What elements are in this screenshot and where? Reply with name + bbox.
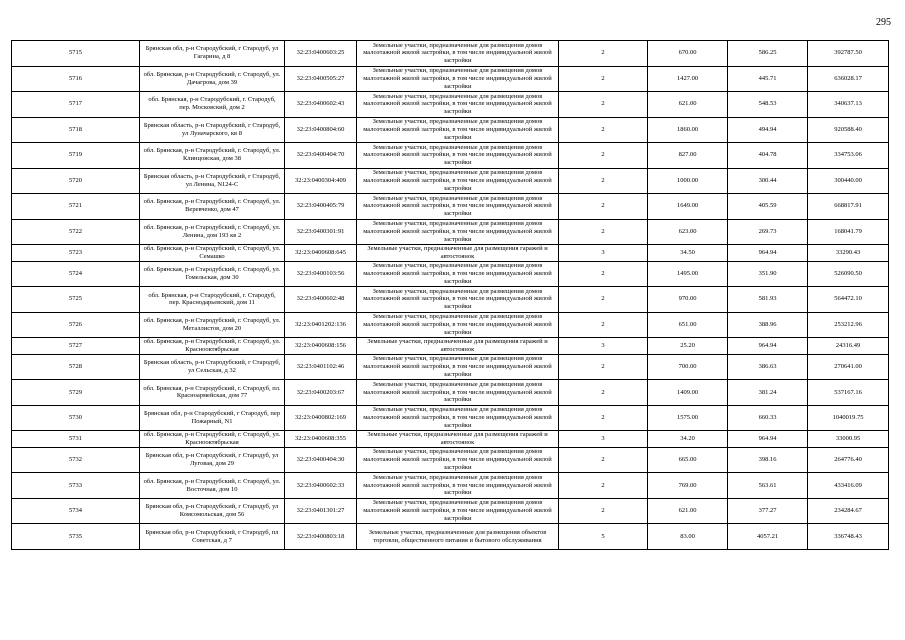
- cadastral-value-cell: 334753.06: [808, 143, 889, 169]
- use-group-cell: 2: [559, 380, 648, 406]
- area-cell: 34.20: [648, 431, 728, 448]
- specific-value-cell: 586.25: [728, 41, 808, 67]
- row-number: 5716: [12, 66, 140, 92]
- land-use-cell: Земельные участки, предназначенные для размещения домов малоэтажной жилой застройки, в том числе индивидуальной жилой застройки: [357, 219, 559, 245]
- cadastral-number-cell: 32:23:0401301:27: [285, 498, 357, 524]
- specific-value-cell: 964.94: [728, 431, 808, 448]
- table-row: [12, 431, 889, 448]
- row-number: 5721: [12, 194, 140, 220]
- cadastral-value-cell: 234284.67: [808, 498, 889, 524]
- table-row: [12, 261, 889, 287]
- address-cell: обл. Брянская, р-н Стародубский, г. Стародуб, пл. Красноармейская, дом 77: [140, 380, 285, 406]
- cadastral-number-cell: 32:23:0400608:645: [285, 245, 357, 262]
- land-use-cell: Земельные участки, предназначенные для размещения домов малоэтажной жилой застройки, в том числе индивидуальной жилой застройки: [357, 447, 559, 473]
- address-cell: Брянская область, р-н Стародубский, г Стародуб, ул Луначарского, кв 8: [140, 117, 285, 143]
- row-number: 5730: [12, 405, 140, 431]
- area-cell: 1409.00: [648, 380, 728, 406]
- specific-value-cell: 269.73: [728, 219, 808, 245]
- land-use-cell: Земельные участки, предназначенные для размещения домов малоэтажной жилой застройки, в том числе индивидуальной жилой застройки: [357, 354, 559, 380]
- address-cell: обл. Брянская, р-н Стародубский, г. Стародуб, ул. Семашко: [140, 245, 285, 262]
- cadastral-number-cell: 32:23:0400301:91: [285, 219, 357, 245]
- specific-value-cell: 4057.21: [728, 524, 808, 550]
- row-number: 5720: [12, 168, 140, 194]
- table-row: [12, 66, 889, 92]
- row-number: 5715: [12, 41, 140, 67]
- area-cell: 1860.00: [648, 117, 728, 143]
- registry-body: [12, 41, 889, 550]
- area-cell: 34.50: [648, 245, 728, 262]
- row-number: 5727: [12, 338, 140, 355]
- table-row: [12, 338, 889, 355]
- use-group-cell: 2: [559, 117, 648, 143]
- land-use-cell: Земельные участки, предназначенные для размещения домов малоэтажной жилой застройки, в том числе индивидуальной жилой застройки: [357, 261, 559, 287]
- cadastral-number-cell: 32:23:0400603:25: [285, 41, 357, 67]
- use-group-cell: 2: [559, 194, 648, 220]
- cadastral-value-cell: 270641.00: [808, 354, 889, 380]
- area-cell: 623.00: [648, 219, 728, 245]
- land-use-cell: Земельные участки, предназначенные для размещения гаражей и автостоянок: [357, 431, 559, 448]
- address-cell: Брянская обл, р-н Стародубский, г Стародуб, ул Гагарина, д 8: [140, 41, 285, 67]
- address-cell: обл. Брянская, р-н Стародубский, г. Стародуб, ул. Ленина, дом 193 кв 2: [140, 219, 285, 245]
- use-group-cell: 2: [559, 473, 648, 499]
- cadastral-value-cell: 340637.13: [808, 92, 889, 118]
- use-group-cell: 2: [559, 92, 648, 118]
- table-row: [12, 168, 889, 194]
- area-cell: 1495.00: [648, 261, 728, 287]
- address-cell: обл. Брянская, р-н Стародубский, г. Стародуб, ул. Краснооктябрьская: [140, 431, 285, 448]
- table-row: [12, 312, 889, 338]
- table-row: [12, 524, 889, 550]
- use-group-cell: 2: [559, 354, 648, 380]
- address-cell: обл. Брянская, р-н Стародубский, г. Стародуб, пер. Московский, дом 2: [140, 92, 285, 118]
- address-cell: обл. Брянская, р-н Стародубский, г. Стародуб, ул. Краснооктябрьская: [140, 338, 285, 355]
- specific-value-cell: 377.27: [728, 498, 808, 524]
- cadastral-value-cell: 433416.09: [808, 473, 889, 499]
- row-number: 5735: [12, 524, 140, 550]
- table-row: [12, 245, 889, 262]
- land-use-cell: Земельные участки, предназначенные для размещения домов малоэтажной жилой застройки, в том числе индивидуальной жилой застройки: [357, 194, 559, 220]
- row-number: 5732: [12, 447, 140, 473]
- use-group-cell: 2: [559, 66, 648, 92]
- specific-value-cell: 964.94: [728, 338, 808, 355]
- address-cell: обл. Брянская, р-н Стародубский, г. Стародуб, пер. Краснодарьевский, дом 11: [140, 287, 285, 313]
- specific-value-cell: 300.44: [728, 168, 808, 194]
- land-use-cell: Земельные участки, предназначенные для размещения домов малоэтажной жилой застройки, в том числе индивидуальной жилой застройки: [357, 168, 559, 194]
- area-cell: 651.00: [648, 312, 728, 338]
- cadastral-value-cell: 636028.17: [808, 66, 889, 92]
- area-cell: 1427.00: [648, 66, 728, 92]
- use-group-cell: 2: [559, 41, 648, 67]
- cadastral-number-cell: 32:23:0400404:70: [285, 143, 357, 169]
- cadastral-value-cell: 168041.79: [808, 219, 889, 245]
- cadastral-value-cell: 1040019.75: [808, 405, 889, 431]
- use-group-cell: 5: [559, 524, 648, 550]
- cadastral-number-cell: 32:23:0400405:79: [285, 194, 357, 220]
- land-use-cell: Земельные участки, предназначенные для размещения домов малоэтажной жилой застройки, в том числе индивидуальной жилой застройки: [357, 473, 559, 499]
- use-group-cell: 2: [559, 498, 648, 524]
- area-cell: 1649.00: [648, 194, 728, 220]
- land-use-cell: Земельные участки, предназначенные для размещения гаражей и автостоянок: [357, 338, 559, 355]
- cadastral-number-cell: 32:23:0400103:56: [285, 261, 357, 287]
- land-use-cell: Земельные участки, предназначенные для размещения домов малоэтажной жилой застройки, в том числе индивидуальной жилой застройки: [357, 287, 559, 313]
- table-row: [12, 380, 889, 406]
- address-cell: обл. Брянская, р-н Стародубский, г. Стародуб, ул. Восточная, дом 10: [140, 473, 285, 499]
- land-use-cell: Земельные участки, предназначенные для размещения домов малоэтажной жилой застройки, в том числе индивидуальной жилой застройки: [357, 405, 559, 431]
- cadastral-number-cell: 32:23:0401202:136: [285, 312, 357, 338]
- specific-value-cell: 404.78: [728, 143, 808, 169]
- cadastral-value-cell: 253212.96: [808, 312, 889, 338]
- cadastral-value-cell: 24316.49: [808, 338, 889, 355]
- address-cell: обл. Брянская, р-н Стародубский, г. Стародуб, ул. Веревченко, дом 47: [140, 194, 285, 220]
- row-number: 5733: [12, 473, 140, 499]
- specific-value-cell: 351.90: [728, 261, 808, 287]
- use-group-cell: 2: [559, 261, 648, 287]
- area-cell: 665.00: [648, 447, 728, 473]
- land-use-cell: Земельные участки, предназначенные для размещения домов малоэтажной жилой застройки, в том числе индивидуальной жилой застройки: [357, 312, 559, 338]
- cadastral-value-cell: 33000.95: [808, 431, 889, 448]
- use-group-cell: 2: [559, 405, 648, 431]
- cadastral-value-cell: 526090.50: [808, 261, 889, 287]
- cadastral-value-cell: 33290.43: [808, 245, 889, 262]
- specific-value-cell: 398.16: [728, 447, 808, 473]
- land-use-cell: Земельные участки, предназначенные для размещения домов малоэтажной жилой застройки, в том числе индивидуальной жилой застройки: [357, 117, 559, 143]
- cadastral-number-cell: 32:23:0400608:156: [285, 338, 357, 355]
- row-number: 5717: [12, 92, 140, 118]
- land-use-cell: Земельные участки, предназначенные для размещения домов малоэтажной жилой застройки, в том числе индивидуальной жилой застройки: [357, 380, 559, 406]
- specific-value-cell: 548.53: [728, 92, 808, 118]
- use-group-cell: 2: [559, 143, 648, 169]
- cadastral-value-cell: 537167.16: [808, 380, 889, 406]
- address-cell: обл. Брянская, р-н Стародубский, г. Стародуб, ул. Гомельская, дом 30: [140, 261, 285, 287]
- table-row: [12, 405, 889, 431]
- address-cell: Брянская обл, р-н Стародубский, г Стародуб, ул Луговая, дом 29: [140, 447, 285, 473]
- row-number: 5718: [12, 117, 140, 143]
- area-cell: 827.00: [648, 143, 728, 169]
- row-number: 5728: [12, 354, 140, 380]
- cadastral-number-cell: 32:23:0400602:48: [285, 287, 357, 313]
- land-use-cell: Земельные участки, предназначенные для размещения домов малоэтажной жилой застройки, в том числе индивидуальной жилой застройки: [357, 143, 559, 169]
- address-cell: обл. Брянская, р-н Стародубский, г. Стародуб, ул. Клинцовская, дом 38: [140, 143, 285, 169]
- use-group-cell: 3: [559, 431, 648, 448]
- cadastral-value-cell: 336748.43: [808, 524, 889, 550]
- address-cell: Брянская область, р-н Стародубский, г Стародуб, ул Ленина, N124-С: [140, 168, 285, 194]
- cadastral-number-cell: 32:23:0401102:46: [285, 354, 357, 380]
- area-cell: 25.20: [648, 338, 728, 355]
- area-cell: 621.00: [648, 92, 728, 118]
- area-cell: 83.00: [648, 524, 728, 550]
- table-row: [12, 287, 889, 313]
- cadastral-number-cell: 32:23:0400602:43: [285, 92, 357, 118]
- row-number: 5722: [12, 219, 140, 245]
- use-group-cell: 3: [559, 245, 648, 262]
- area-cell: 769.00: [648, 473, 728, 499]
- table-row: [12, 92, 889, 118]
- table-row: [12, 194, 889, 220]
- cadastral-value-cell: 264776.40: [808, 447, 889, 473]
- specific-value-cell: 386.63: [728, 354, 808, 380]
- land-use-cell: Земельные участки, предназначенные для размещения домов малоэтажной жилой застройки, в том числе индивидуальной жилой застройки: [357, 498, 559, 524]
- registry-table: [11, 40, 889, 550]
- specific-value-cell: 494.94: [728, 117, 808, 143]
- land-use-cell: Земельные участки, предназначенные для размещения объектов торговли, общественного питания и бытового обслуживания: [357, 524, 559, 550]
- cadastral-number-cell: 32:23:0400608:355: [285, 431, 357, 448]
- specific-value-cell: 405.59: [728, 194, 808, 220]
- specific-value-cell: 381.24: [728, 380, 808, 406]
- address-cell: Брянская область, р-н Стародубский, г Стародуб, ул Сельская, д 32: [140, 354, 285, 380]
- area-cell: 1000.00: [648, 168, 728, 194]
- cadastral-value-cell: 392787.50: [808, 41, 889, 67]
- address-cell: Брянская обл, р-н Стародубский, г Стародуб, пл Советская, д 7: [140, 524, 285, 550]
- table-row: [12, 219, 889, 245]
- cadastral-number-cell: 32:23:0400802:169: [285, 405, 357, 431]
- area-cell: 1575.00: [648, 405, 728, 431]
- cadastral-number-cell: 32:23:0400505:27: [285, 66, 357, 92]
- address-cell: Брянская обл, р-н Стародубский, г Стародуб, ул Комсомольская, дом 56: [140, 498, 285, 524]
- cadastral-value-cell: 564472.10: [808, 287, 889, 313]
- area-cell: 970.00: [648, 287, 728, 313]
- specific-value-cell: 581.93: [728, 287, 808, 313]
- table-row: [12, 447, 889, 473]
- specific-value-cell: 563.61: [728, 473, 808, 499]
- page-number: 295: [876, 17, 891, 28]
- table-row: [12, 41, 889, 67]
- row-number: 5719: [12, 143, 140, 169]
- row-number: 5724: [12, 261, 140, 287]
- cadastral-value-cell: 300440.00: [808, 168, 889, 194]
- cadastral-value-cell: 920588.40: [808, 117, 889, 143]
- table-row: [12, 117, 889, 143]
- land-use-cell: Земельные участки, предназначенные для размещения домов малоэтажной жилой застройки, в том числе индивидуальной жилой застройки: [357, 41, 559, 67]
- cadastral-number-cell: 32:23:0400203:67: [285, 380, 357, 406]
- row-number: 5731: [12, 431, 140, 448]
- cadastral-number-cell: 32:23:0400804:60: [285, 117, 357, 143]
- land-use-cell: Земельные участки, предназначенные для размещения гаражей и автостоянок: [357, 245, 559, 262]
- address-cell: обл. Брянская, р-н Стародубский, г. Стародуб, ул. Дачагрова, дом 39: [140, 66, 285, 92]
- specific-value-cell: 660.33: [728, 405, 808, 431]
- use-group-cell: 2: [559, 168, 648, 194]
- area-cell: 621.00: [648, 498, 728, 524]
- area-cell: 700.00: [648, 354, 728, 380]
- cadastral-number-cell: 32:23:0400304:409: [285, 168, 357, 194]
- row-number: 5729: [12, 380, 140, 406]
- row-number: 5734: [12, 498, 140, 524]
- table-row: [12, 354, 889, 380]
- table-row: [12, 498, 889, 524]
- area-cell: 670.00: [648, 41, 728, 67]
- land-use-cell: Земельные участки, предназначенные для размещения домов малоэтажной жилой застройки, в том числе индивидуальной жилой застройки: [357, 92, 559, 118]
- table-row: [12, 473, 889, 499]
- row-number: 5723: [12, 245, 140, 262]
- cadastral-number-cell: 32:23:0400404:30: [285, 447, 357, 473]
- row-number: 5726: [12, 312, 140, 338]
- specific-value-cell: 964.94: [728, 245, 808, 262]
- cadastral-number-cell: 32:23:0400803:18: [285, 524, 357, 550]
- address-cell: обл. Брянская, р-н Стародубский, г. Стародуб, ул. Металлистов, дом 20: [140, 312, 285, 338]
- cadastral-number-cell: 32:23:0400602:33: [285, 473, 357, 499]
- row-number: 5725: [12, 287, 140, 313]
- use-group-cell: 2: [559, 219, 648, 245]
- use-group-cell: 2: [559, 287, 648, 313]
- specific-value-cell: 445.71: [728, 66, 808, 92]
- use-group-cell: 2: [559, 447, 648, 473]
- land-use-cell: Земельные участки, предназначенные для размещения домов малоэтажной жилой застройки, в том числе индивидуальной жилой застройки: [357, 66, 559, 92]
- cadastral-value-cell: 668817.91: [808, 194, 889, 220]
- use-group-cell: 3: [559, 338, 648, 355]
- table-row: [12, 143, 889, 169]
- use-group-cell: 2: [559, 312, 648, 338]
- address-cell: Брянская обл, р-н Стародубский, г Стародуб, пер Пожарный, N1: [140, 405, 285, 431]
- specific-value-cell: 388.96: [728, 312, 808, 338]
